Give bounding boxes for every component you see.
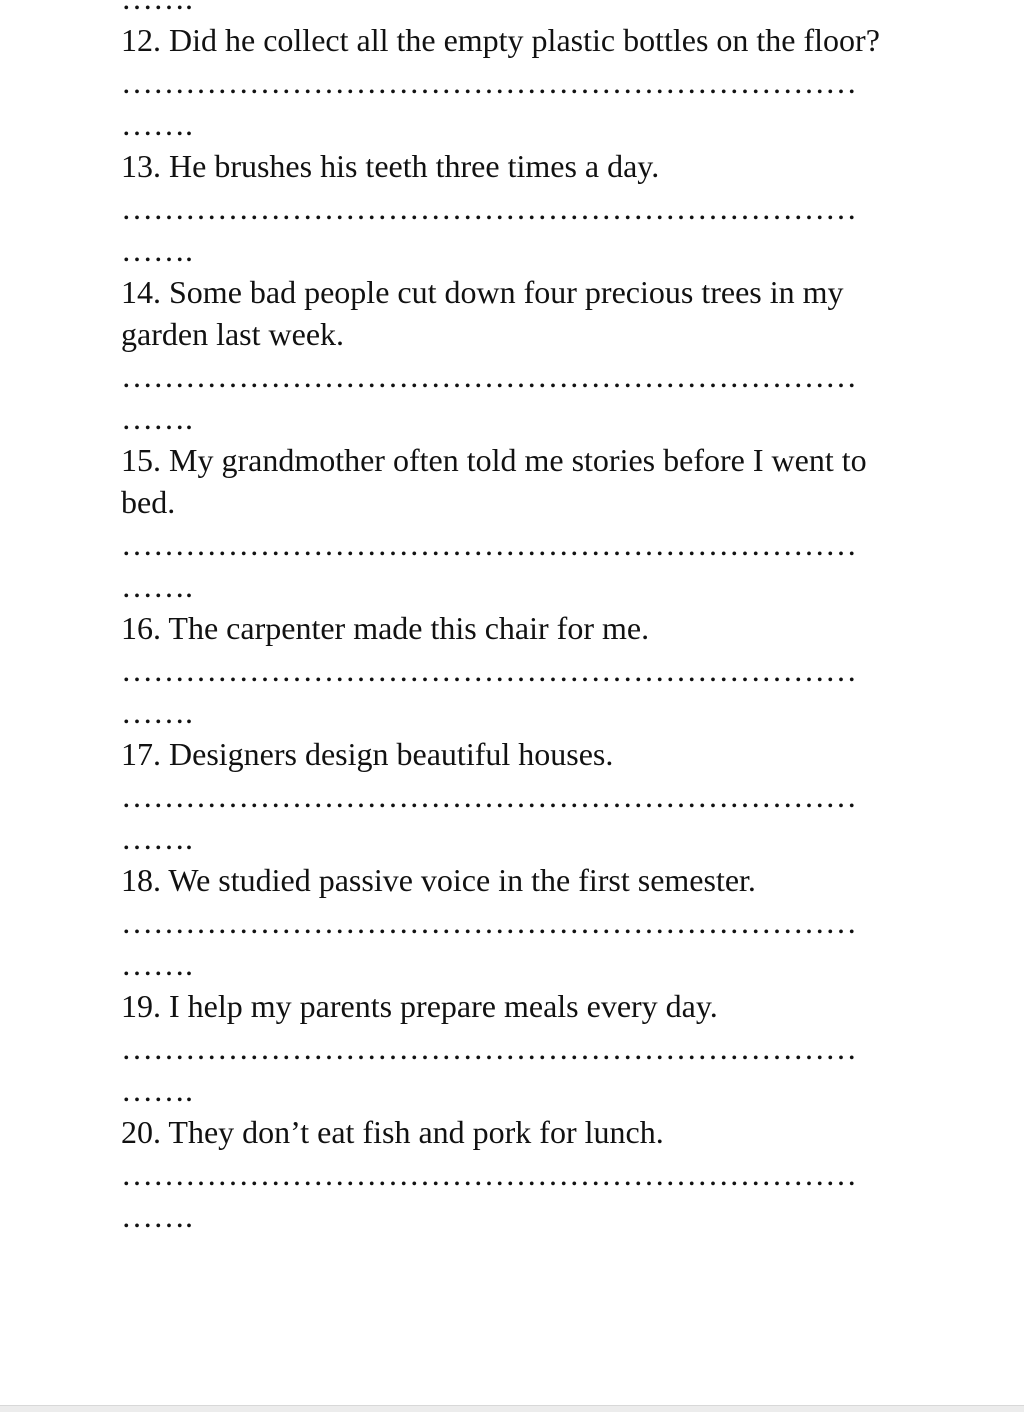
answer-line-continuation[interactable]: ……. <box>121 694 193 730</box>
answer-line-continuation[interactable]: ……. <box>121 232 193 268</box>
question-text: 13. He brushes his teeth three times a day. <box>121 148 660 184</box>
answer-line-continuation[interactable]: ……. <box>121 1198 193 1234</box>
answer-line[interactable]: …………………………………………………………… <box>121 1156 857 1192</box>
exercise-item-13 <box>121 145 911 271</box>
answer-line-continuation[interactable]: ……. <box>121 400 193 436</box>
exercise-item-14 <box>121 271 911 439</box>
question-text: 14. Some bad people cut down four precious trees in my garden last week. <box>121 274 844 352</box>
exercise-item-16 <box>121 607 911 733</box>
question-text: 19. I help my parents prepare meals every day. <box>121 988 718 1024</box>
exercise-list <box>121 0 911 1237</box>
exercise-item-12 <box>121 19 911 145</box>
question-text: 16. The carpenter made this chair for me. <box>121 610 650 646</box>
answer-line[interactable]: …………………………………………………………… <box>121 778 857 814</box>
question-text: 15. My grandmother often told me stories before I went to bed. <box>121 442 867 520</box>
answer-line[interactable]: …………………………………………………………… <box>121 904 857 940</box>
question-text: 20. They don’t eat fish and pork for lunch. <box>121 1114 664 1150</box>
answer-line-continuation[interactable]: ……. <box>121 106 193 142</box>
answer-line[interactable]: …………………………………………………………… <box>121 190 857 226</box>
exercise-item-18 <box>121 859 911 985</box>
answer-line-continuation <box>121 0 211 19</box>
answer-line-continuation[interactable]: ……. <box>121 946 193 982</box>
answer-line-continuation[interactable]: ……. <box>121 820 193 856</box>
answer-line-continuation[interactable]: ……. <box>121 568 193 604</box>
question-text: 18. We studied passive voice in the first semester. <box>121 862 756 898</box>
answer-line[interactable]: …………………………………………………………… <box>121 652 857 688</box>
exercise-item-20 <box>121 1111 911 1237</box>
answer-line[interactable]: …………………………………………………………… <box>121 1030 857 1066</box>
exercise-item-15 <box>121 439 911 607</box>
exercise-item-19 <box>121 985 911 1111</box>
answer-line[interactable]: …………………………………………………………… <box>121 358 857 394</box>
answer-line[interactable]: …………………………………………………………… <box>121 526 857 562</box>
exercise-item-17 <box>121 733 911 859</box>
answer-line-continuation[interactable]: ……. <box>121 1072 193 1108</box>
question-text: 17. Designers design beautiful houses. <box>121 736 614 772</box>
question-text: 12. Did he collect all the empty plastic bottles on the floor? <box>121 22 880 58</box>
answer-line[interactable]: …………………………………………………………… <box>121 64 857 100</box>
